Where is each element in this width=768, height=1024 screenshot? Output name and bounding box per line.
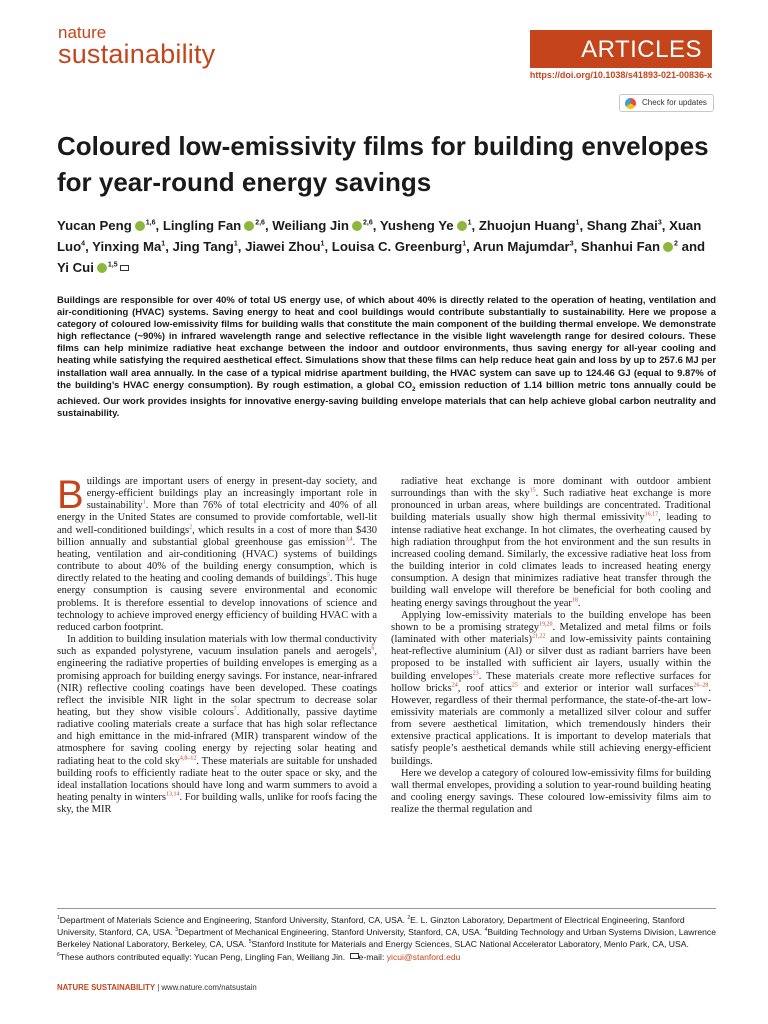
author-name: Louisa C. Greenburg xyxy=(331,239,463,254)
check-updates-button[interactable] xyxy=(619,94,714,112)
orcid-icon[interactable] xyxy=(352,221,362,231)
crossmark-icon xyxy=(625,98,636,109)
author xyxy=(473,239,574,254)
author-affiliation: 1 xyxy=(233,240,238,248)
affiliation-number: 6 xyxy=(57,951,60,958)
affiliation-text: These authors contributed equally: Yucan Peng, Lingling Fan, Weiliang Jin. xyxy=(59,951,348,962)
body-paragraph xyxy=(57,634,377,816)
body-paragraph xyxy=(391,476,711,610)
articles-banner-label: ARTICLES xyxy=(581,36,702,63)
author-list: Yucan Peng $^{1,6}$, Lingling Fan $^{2,6}$, Weiliang Jin $^{2,6}$, Yusheng Ye $^1$, Zhuojun Huang$^1$, Shang Zhai$^3$, Xuan Luo$^4$, Yinxing Ma$^1$, Jing Tang$^1$, Jiawei Zhou$^1$, Louisa C. Greenburg$^1$, Arun Majumdar$^3$, Shanhui Fan $^2$ and Yi Cui $^{1,5}$ xyxy=(57,218,706,275)
author-affiliation: 4 xyxy=(81,240,86,248)
body-text: . Additionally, passive daytime radiative cooling materials create a surface that has high solar reflectance and high emittance in the mid-infrared (MIR) transparent window of the atmosphere for saving cooling energy by rejecting solar heating and radiating heat to the cold sky xyxy=(57,706,377,767)
body-text: radiative heat exchange is more dominant with outdoor ambient surroundings than with the sky xyxy=(391,476,711,500)
page-footer xyxy=(57,983,257,992)
body-text: . These materials create more reflective surfaces for hollow bricks xyxy=(391,670,711,694)
drop-cap: B xyxy=(57,473,84,517)
footer-journal: NATURE SUSTAINABILITY xyxy=(57,983,156,992)
citation-ref: 5 xyxy=(326,572,330,579)
citation-ref: 7 xyxy=(233,706,237,713)
author-affiliation: 2,6 xyxy=(362,219,373,227)
author-name: Xuan Luo xyxy=(57,218,702,254)
email-icon xyxy=(120,265,129,271)
orcid-icon[interactable] xyxy=(663,242,673,252)
author-name: Yucan Peng xyxy=(57,218,132,233)
citation-ref: 24 xyxy=(451,682,458,689)
affiliations-footnote xyxy=(57,914,716,963)
author xyxy=(163,218,265,233)
abstract-co2-subscript: 2 xyxy=(412,386,416,393)
affiliation-number: 2 xyxy=(407,915,411,922)
body-text: . Metalized and metal films or foils (laminated with other materials) xyxy=(391,621,711,646)
body-text: , engineering the radiative properties of building envelopes is emerging as a promising approach for building energy savings. For instance, near-infrared (NIR) reflective cooling coatings have been developed. These coatings reflect the invisible NIR light in the solar spectrum to decrease solar heating, but they show visible colours xyxy=(57,646,377,718)
email-link[interactable]: yicui@stanford.edu xyxy=(386,951,461,962)
citation-ref: 26–28 xyxy=(693,682,709,689)
body-text: , leading to intense radiative heat exchange. In hot climates, the overheating caused by high radiation throughput from the hot environment and the sun results in increased cooling demand. Similarly, the excessive radiative heat loss from the building interior in cold climates leads to increased heating energy consumption. A design that minimizes radiative heat transfer through the building wall envelope will therefore be beneficial for both cooling and heating energy savings throughout the year xyxy=(391,512,712,609)
body-column-right xyxy=(391,476,711,816)
affiliation-text: E. L. Ginzton Laboratory, Department of Electrical Engineering, Stanford University, Stanford, CA, USA. xyxy=(57,915,685,938)
affiliation-number: 3 xyxy=(175,927,179,934)
body-text: , roof attics xyxy=(457,682,512,694)
body-text: . xyxy=(577,597,581,609)
author-name: Zhuojun Huang xyxy=(478,218,576,233)
affiliation-text: Department of Mechanical Engineering, Stanford University, Stanford, CA, USA. xyxy=(178,927,485,938)
citation-ref: 2 xyxy=(189,524,193,531)
citation-ref: 19,20 xyxy=(539,621,553,628)
author-affiliation: 1,5 xyxy=(107,261,118,269)
footer-separator: | xyxy=(155,983,162,992)
author-name: Yinxing Ma xyxy=(92,239,162,254)
footer-url[interactable]: www.nature.com/natsustain xyxy=(161,983,257,992)
author xyxy=(332,239,466,254)
author-affiliation: 1 xyxy=(462,240,467,248)
check-updates-label: Check for updates xyxy=(642,98,707,107)
author-affiliation: 2 xyxy=(674,240,678,248)
author xyxy=(245,239,324,254)
affiliation-number: 4 xyxy=(484,927,488,934)
body-text: . The heating, ventilation and air-conditioning (HVAC) systems of buildings contribute to about 40% of the building energy consumption, which is directly related to the heating and cooling demands of buildings xyxy=(57,536,377,585)
author-affiliation: 1 xyxy=(575,219,580,227)
author-affiliation: 1 xyxy=(161,240,166,248)
body-paragraph xyxy=(391,768,711,817)
author-name: Yusheng Ye xyxy=(379,218,454,233)
body-text: . However, regardless of their thermal performance, the state-of-the-art low-emissivity materials are commonly a metallized silver colour and suffer from severe aesthetical limitation, which tremendously hinders their extensive practical applications. It is important to develop materials that satisfy people’s aesthetical demands while still achieving energy-efficient buildings. xyxy=(391,682,712,767)
body-text: . For building walls, unlike for roofs facing the sky, the MIR xyxy=(57,792,378,816)
citation-ref: 15 xyxy=(529,487,536,494)
author-name: Jing Tang xyxy=(172,239,234,254)
abstract xyxy=(57,295,716,420)
author-affiliation: 3 xyxy=(569,240,574,248)
affiliation-number: 5 xyxy=(248,939,252,946)
journal-logo-line1: nature xyxy=(58,23,107,42)
author xyxy=(272,218,372,233)
footnote-divider xyxy=(57,908,716,909)
citation-ref: 3,4 xyxy=(345,536,353,543)
body-text: . These materials are suitable for unshaded building roofs to efficiently radiate heat to the outer space or sky, and the ideal installation locations should have long and warm summers to avoid a heating penalty in winters xyxy=(57,755,377,804)
article-title: Coloured low-emissivity films for building envelopes for year-round energy savings xyxy=(57,131,709,197)
author-affiliation: 1,6 xyxy=(145,219,156,227)
orcid-icon[interactable] xyxy=(457,221,467,231)
author xyxy=(581,239,678,254)
author xyxy=(587,218,662,233)
affiliation-text: Stanford Institute for Materials and Energy Sciences, SLAC National Accelerator Laboratory, Menlo Park, CA, USA. xyxy=(251,939,689,950)
author xyxy=(173,239,238,254)
abstract-text-a: Buildings are responsible for over 40% of total US energy use, of which about 40% is directly related to the operation of heating, ventilation and air-conditioning (HVAC) systems. Saving energy to heat and cool buildings would contribute substantially to sustainability. Here we propose a category of coloured low-emissivity films for building walls that constitute the main component of the building thermal envelope. We demonstrate high reflectance (~90%) in infrared wavelength range and selective reflectance in the visible light wavelength range for desired colours. These films can help minimize radiative heat exchange between the indoor and outdoor environments, thus saving energy for all-year cooling and heating while satisfying the required aesthetical effect. Simulations show that these films can help reduce heat gain and loss by up to 257.6 MJ per installation wall area annually. In the case of a typical midrise apartment building, the HVAC system can save up to 124.46 GJ (equal to 9.87% of the building’s HVAC energy consumption). By rough estimation, a global CO xyxy=(57,295,716,391)
author-name: Shang Zhai xyxy=(586,218,658,233)
author-name: Jiawei Zhou xyxy=(245,239,321,254)
body-text: . More than 76% of total electricity and 40% of all energy in the United States are consumed to provide comfortable, well-lit and well-conditioned buildings xyxy=(57,500,377,536)
body-text: Applying low-emissivity materials to the building envelope has been shown to be a promising strategy xyxy=(391,609,711,633)
orcid-icon[interactable] xyxy=(135,221,145,231)
body-text: and exterior or interior wall surfaces xyxy=(517,682,694,694)
body-text: . Such radiative heat exchange is more pronounced in urban areas, where buildings are concentrated. Traditional building materials usually show high thermal emissivity xyxy=(391,488,712,524)
author xyxy=(380,218,472,233)
citation-ref: 4,8–12 xyxy=(179,755,197,762)
citation-ref: 21,22 xyxy=(532,633,546,640)
citation-ref: 6 xyxy=(371,645,375,652)
body-text: In addition to building insulation materials with low thermal conductivity such as expanded polystyrene, vacuum insulation panels and aerogels xyxy=(57,634,377,658)
citation-ref: 13,14 xyxy=(165,791,180,798)
author xyxy=(57,260,129,275)
journal-logo xyxy=(58,24,248,68)
email-icon xyxy=(350,953,359,959)
citation-ref: 25 xyxy=(511,682,518,689)
body-text: . This huge energy consumption is causing severe environmental and economic problems. It is therefore essential to develop innovations of science and technology to achieve improved energy efficiency of building HVAC with a reduced carbon footprint. xyxy=(57,573,377,633)
author xyxy=(57,218,156,233)
author-name: Shanhui Fan xyxy=(580,239,661,254)
doi-link[interactable]: https://doi.org/10.1038/s41893-021-00836-x xyxy=(529,70,712,80)
author-affiliation: 2,6 xyxy=(255,219,265,227)
citation-ref: 18 xyxy=(571,597,578,604)
author-name: Lingling Fan xyxy=(162,218,242,233)
orcid-icon[interactable] xyxy=(244,221,254,231)
body-text: Here we develop a category of coloured low-emissivity films for building wall thermal envelopes, providing a solution to year-round building heating and cooling energy savings. These coloured low-emissivity films aim to realize the thermal regulation and xyxy=(391,767,711,816)
body-text: uildings are important users of energy in present-day society, and energy-efficient buildings play an increasingly important role in sustainability xyxy=(86,476,377,512)
affiliation-number: 1 xyxy=(57,915,60,922)
body-column-left xyxy=(57,473,378,816)
affiliation-text: Department of Materials Science and Engineering, Stanford University, Stanford, CA, USA. xyxy=(59,915,408,925)
abstract-text-b: emission reduction of 1.14 billion metric tons annually could be achieved. Our work provides insights for innovative energy-saving building envelope materials that can help achieve global carbon neutrality and sustainability. xyxy=(57,379,716,419)
articles-banner xyxy=(530,30,712,68)
email-label: e-mail: xyxy=(358,951,387,962)
body-text: and low-emissivity paints containing heat-reflective aluminium (Al) or silver dust as radiant barriers have been proposed to be installed with sufficient air layers, usually within the building envelopes xyxy=(391,634,711,682)
journal-logo-line2: sustainability xyxy=(58,39,216,69)
author-affiliation: 3 xyxy=(657,219,662,227)
author-name: Weiliang Jin xyxy=(272,218,349,233)
citation-ref: 23 xyxy=(472,670,479,676)
author-affiliation: 1 xyxy=(467,219,472,227)
affiliation-text: Building Technology and Urban Systems Division, Lawrence Berkeley National Laboratory, Berkeley, CA, USA. xyxy=(57,927,716,950)
author xyxy=(92,239,165,254)
citation-ref: 16,17 xyxy=(644,511,659,518)
author-name: Arun Majumdar xyxy=(472,239,570,254)
body-text: , which results in a cost of more than $430 billion annually and substantial global greenhouse gas emission xyxy=(57,524,377,548)
body-paragraph xyxy=(391,610,711,768)
author xyxy=(479,218,580,233)
author-affiliation: 1 xyxy=(320,240,325,248)
orcid-icon[interactable] xyxy=(97,263,107,273)
citation-ref: 1 xyxy=(142,499,146,506)
author-name: Yi Cui xyxy=(57,260,94,275)
body-paragraph xyxy=(57,473,377,634)
